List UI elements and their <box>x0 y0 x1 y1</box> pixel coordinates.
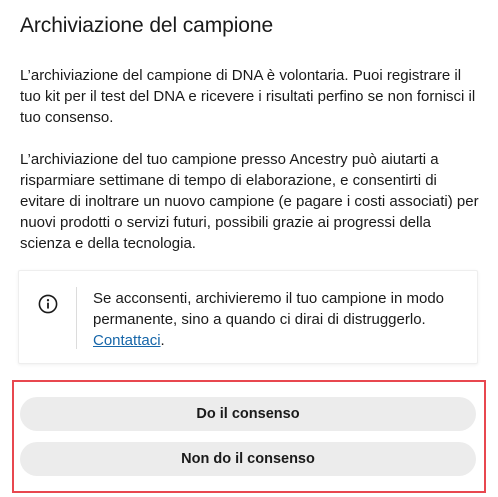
info-icon <box>38 294 58 314</box>
voluntary-storage-paragraph: L’archiviazione del campione di DNA è volontaria. Puoi registrare il tuo kit per il test del DNA e ricevere i risultati perfino se non fornisci il tuo consenso. <box>20 67 476 126</box>
decline-consent-button[interactable]: Non do il consenso <box>20 442 476 476</box>
storage-benefits-paragraph: L’archiviazione del tuo campione presso Ancestry può aiutarti a risparmiare settimane di tempo di elaborazione, e consentirti di evitare di inoltrare un nuovo campione (e pagare i costi associati) per nuovi prodotti o servizi futuri, possibili grazie ai progressi della scienza e della tecnologia. <box>20 151 479 252</box>
info-message: Se acconsenti, archivieremo il tuo campione in modo permanente, sino a quando ci dirai di distruggerlo. <box>93 290 445 328</box>
give-consent-button[interactable]: Do il consenso <box>20 397 476 431</box>
info-text <box>93 288 469 351</box>
info-trailing: . <box>160 332 165 349</box>
contact-link[interactable]: Contattaci <box>93 332 161 349</box>
dialog-title: Archiviazione del campione <box>20 14 274 37</box>
info-divider <box>76 287 77 349</box>
info-notice <box>18 270 478 364</box>
